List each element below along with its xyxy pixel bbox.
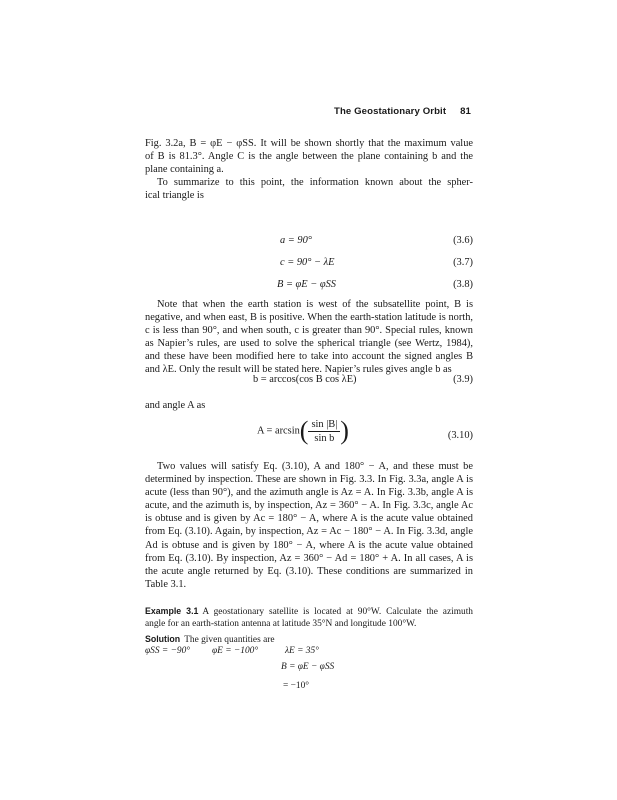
example-line: [145, 605, 473, 618]
text-line: Fig. 3.2a, B = φE − φSS. It will be shown shortly that the maximum value: [145, 138, 473, 149]
equation-3-7: [145, 257, 473, 271]
text-line: of B is 81.3°. Angle C is the angle between the plane containing b and the: [145, 151, 473, 163]
text-line: To summarize to this point, the information known about the spher-: [157, 177, 473, 189]
paragraph-continued: [145, 137, 473, 202]
paragraph-text: Two values will satisfy Eq. (3.10), A and 180° − A, and these must be determined by inspection. These are shown in Fig. 3.3. In Fig. 3.3a, angle A is acute (less than 90°), and the azimuth angle is Az = A. In Fig. 3.3b, angle A is acute, and the azimuth is, by inspection, Az = 360° − A. In Fig. 3.3c, angle Ac is obtuse and is given by Ac = 180° − A, where A is the acute value obtained from Eq. (3.10). Again, by inspection, Az = Ac − 180° − A. In Fig. 3.3d, angle Ad is obtuse and is given by 180° − A, where A is the acute value obtained from Eq. (3.10). By inspection, Az = 360° − Ad = 180° + A. In all cases, A is the acute angle returned by Eq. (3.10). These conditions are summarized in Table 3.1.: [145, 461, 473, 590]
equation-3-9: [145, 374, 473, 388]
paragraph-two-values: [145, 460, 473, 591]
equation-expression: b = arccos(cos B cos λE): [253, 374, 357, 385]
equation-lhs: A = arcsin: [257, 425, 300, 437]
solution-text: The given quantities are: [184, 635, 275, 645]
calc-expression: B = φE − φSS: [281, 662, 335, 672]
text-line: plane containing a.: [145, 164, 224, 176]
chapter-title: The Geostationary Orbit: [334, 106, 447, 117]
paragraph-text: and angle A as: [145, 400, 206, 411]
equation-expression: [257, 418, 349, 444]
equation-3-10: [145, 418, 473, 456]
fraction: [308, 419, 340, 444]
paragraph-text: Note that when the earth station is west of the subsatellite point, B is negative, and when east, B is positive. When the earth-station latitude is north, c is less than 90°, and when south, c is greater than 90°. Special rules, known as Napier’s rules, are used to solve the spherical triangle (see Wertz, 1984), and these have been modified here to take into account the signed angles B and λE. Only the result will be stated here. Napier’s rules gives angle b as: [145, 299, 473, 376]
calc-line: [145, 661, 473, 675]
equation-expression: B = φE − φSS: [277, 279, 336, 290]
equation-3-6: [145, 235, 473, 249]
paragraph-angle-a: [145, 399, 473, 412]
paragraph-napier: [145, 298, 473, 377]
example-label: Example 3.1: [145, 606, 199, 616]
equation-number: (3.10): [447, 430, 473, 441]
equation-expression: c = 90° − λE: [280, 257, 335, 268]
equation-number: (3.7): [453, 257, 473, 268]
given-value: φE = −100°: [212, 646, 259, 656]
example-3-1: [145, 605, 473, 630]
calc-expression: = −10°: [283, 681, 310, 691]
equation-3-8: [145, 279, 473, 293]
running-header: [334, 106, 471, 117]
equation-expression: a = 90°: [280, 235, 312, 246]
right-paren: ): [340, 416, 349, 445]
given-value: φSS = −90°: [145, 646, 191, 656]
page-number: 81: [460, 106, 471, 117]
equation-number: (3.8): [453, 279, 473, 290]
example-line: angle for an earth-station antenna at latitude 35°N and longitude 100°W.: [145, 619, 417, 630]
text-line: ical triangle is: [145, 190, 204, 202]
example-text: A geostationary satellite is located at 90°W. Calculate the azimuth: [202, 607, 473, 617]
equation-number: (3.9): [453, 374, 473, 385]
left-paren: (: [299, 416, 309, 445]
equation-number: (3.6): [453, 235, 473, 246]
calc-result: [145, 680, 473, 694]
given-quantities: [145, 645, 473, 659]
solution-label: Solution: [145, 634, 181, 644]
given-value: λE = 35°: [285, 646, 319, 656]
fraction-numerator: sin |B|: [308, 419, 340, 432]
fraction-denominator: sin b: [314, 432, 335, 444]
